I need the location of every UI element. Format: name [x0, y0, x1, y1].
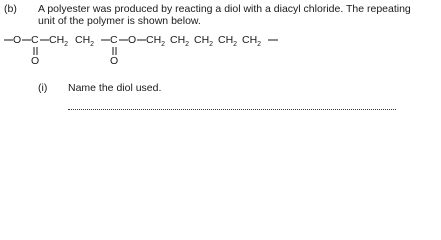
atom-oxygen-2: O — [128, 34, 137, 46]
group-ch2-g: $CH_2$ — [242, 34, 262, 49]
group-ch2-b: $CH_2$ — [75, 34, 95, 49]
group-ch2-e: $CH_2$ — [194, 34, 214, 49]
subquestion-text: Name the diol used. — [68, 82, 162, 94]
question-intro-line-2: unit of the polymer is shown below. — [38, 15, 201, 27]
question-label: (b) — [4, 3, 17, 15]
atom-oxygen-1: O — [13, 34, 22, 46]
question-intro-line-1: A polyester was produced by reacting a diol with a diacyl chloride. The repeating — [38, 3, 411, 15]
subquestion-label: (i) — [38, 82, 48, 94]
group-ch2-d: $CH_2$ — [170, 34, 190, 49]
atom-carbon-2: C — [110, 34, 118, 46]
group-ch2-f: $CH_2$ — [218, 34, 238, 49]
double-bonded-oxygen-1: O — [31, 55, 40, 67]
double-bonded-oxygen-2: O — [110, 55, 119, 67]
group-ch2-a: $CH_2$ — [49, 34, 69, 49]
atom-carbon-1: C — [31, 34, 39, 46]
group-ch2-c: $CH_2$ — [146, 34, 166, 49]
answer-line[interactable] — [68, 109, 396, 110]
